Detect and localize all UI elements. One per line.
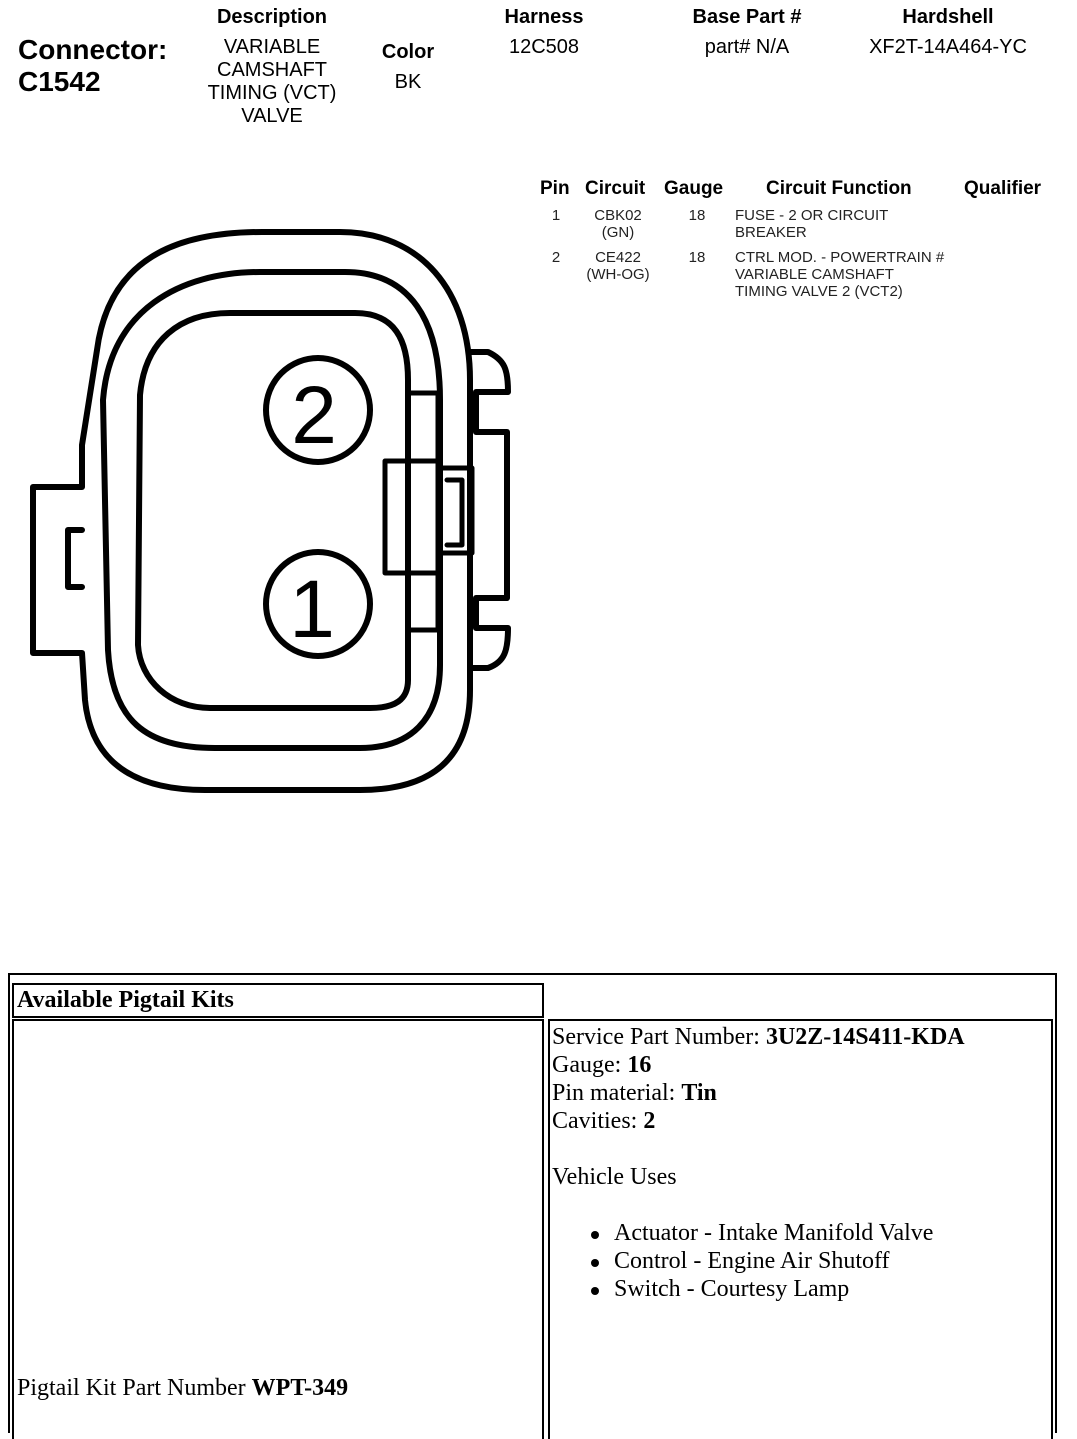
circuit-code: CBK02 (594, 207, 642, 224)
pin-material-label: Pin material: (552, 1080, 682, 1106)
color-value: BK (394, 71, 422, 93)
pigtail-kit-cell (12, 1019, 544, 1439)
base-part-label: Base Part # (692, 6, 802, 28)
circuit-color: (WH-OG) (586, 266, 650, 283)
function-line: CTRL MOD. - POWERTRAIN # (735, 249, 945, 266)
vehicle-use-item: Switch - Courtesy Lamp (552, 1275, 1047, 1303)
pin-material-value: Tin (681, 1080, 717, 1106)
cavities-info (552, 1107, 1047, 1135)
pigtail-detail-cell (548, 1019, 1053, 1439)
circuit-cell (578, 249, 658, 283)
description-line: CAMSHAFT (217, 59, 327, 81)
hardshell-label: Hardshell (902, 6, 994, 28)
pigtail-title: Available Pigtail Kits (17, 987, 234, 1013)
base-part-value: part# N/A (704, 36, 790, 58)
connector-inner-cavity (138, 313, 408, 708)
connector-side-latch (68, 530, 82, 587)
color-label: Color (381, 41, 435, 63)
pigtail-kit-part-value: WPT-349 (251, 1375, 349, 1401)
qualifier-header: Qualifier (964, 178, 1042, 199)
vehicle-use-item: Control - Engine Air Shutoff (552, 1247, 1047, 1275)
harness-label: Harness (504, 6, 584, 28)
gauge-header: Gauge (664, 178, 724, 199)
function-line: FUSE - 2 OR CIRCUIT (735, 207, 889, 224)
service-part-number (552, 1023, 1047, 1051)
connector-clip-top (470, 352, 508, 668)
circuit-color: (GN) (601, 224, 635, 241)
connector-middle-shell (103, 272, 440, 748)
cavities-value: 2 (643, 1108, 656, 1134)
pin-header: Pin (540, 178, 570, 199)
connector-label: Connector: (18, 34, 168, 65)
description-label: Description (216, 6, 328, 28)
function-line: BREAKER (735, 224, 807, 241)
circuit-cell (578, 207, 658, 241)
pin-material-info (552, 1079, 1047, 1107)
connector-key (385, 393, 472, 630)
pigtail-kit-part (17, 1375, 348, 1402)
function-cell (735, 207, 975, 241)
pigtail-details (552, 1023, 1047, 1303)
pin-label-1: 1 (289, 564, 335, 655)
harness-value: 12C508 (508, 36, 580, 58)
gauge-cell: 18 (688, 249, 706, 266)
gauge-info (552, 1051, 1047, 1079)
function-line: VARIABLE CAMSHAFT (735, 266, 894, 283)
circuit-code: CE422 (595, 249, 641, 266)
cavities-label: Cavities: (552, 1108, 644, 1134)
description-line: TIMING (VCT) (207, 82, 337, 104)
pin-number: 1 (551, 207, 561, 224)
description-line: VARIABLE (223, 36, 321, 58)
service-part-value: 3U2Z-14S411-KDA (765, 1024, 965, 1050)
service-part-label: Service Part Number: (552, 1024, 766, 1050)
pigtail-title-cell (12, 983, 544, 1018)
gauge-label: Gauge: (552, 1052, 628, 1078)
gauge-cell: 18 (688, 207, 706, 224)
connector-id: C1542 (18, 66, 101, 97)
function-line: TIMING VALVE 2 (VCT2) (735, 283, 903, 300)
vehicle-uses-label: Vehicle Uses (552, 1164, 677, 1190)
pigtail-kit-part-label: Pigtail Kit Part Number (17, 1375, 252, 1401)
function-cell (735, 249, 975, 300)
vehicle-uses-list (552, 1219, 1047, 1303)
pin-number: 2 (551, 249, 561, 266)
circuit-header: Circuit (585, 178, 646, 199)
gauge-value: 16 (627, 1052, 652, 1078)
connector-face-diagram (0, 0, 540, 820)
pin-label-2: 2 (291, 370, 337, 461)
circuit-function-header: Circuit Function (766, 178, 912, 199)
description-line: VALVE (241, 105, 303, 127)
vehicle-use-item: Actuator - Intake Manifold Valve (552, 1219, 1047, 1247)
hardshell-value: XF2T-14A464-YC (869, 36, 1027, 58)
